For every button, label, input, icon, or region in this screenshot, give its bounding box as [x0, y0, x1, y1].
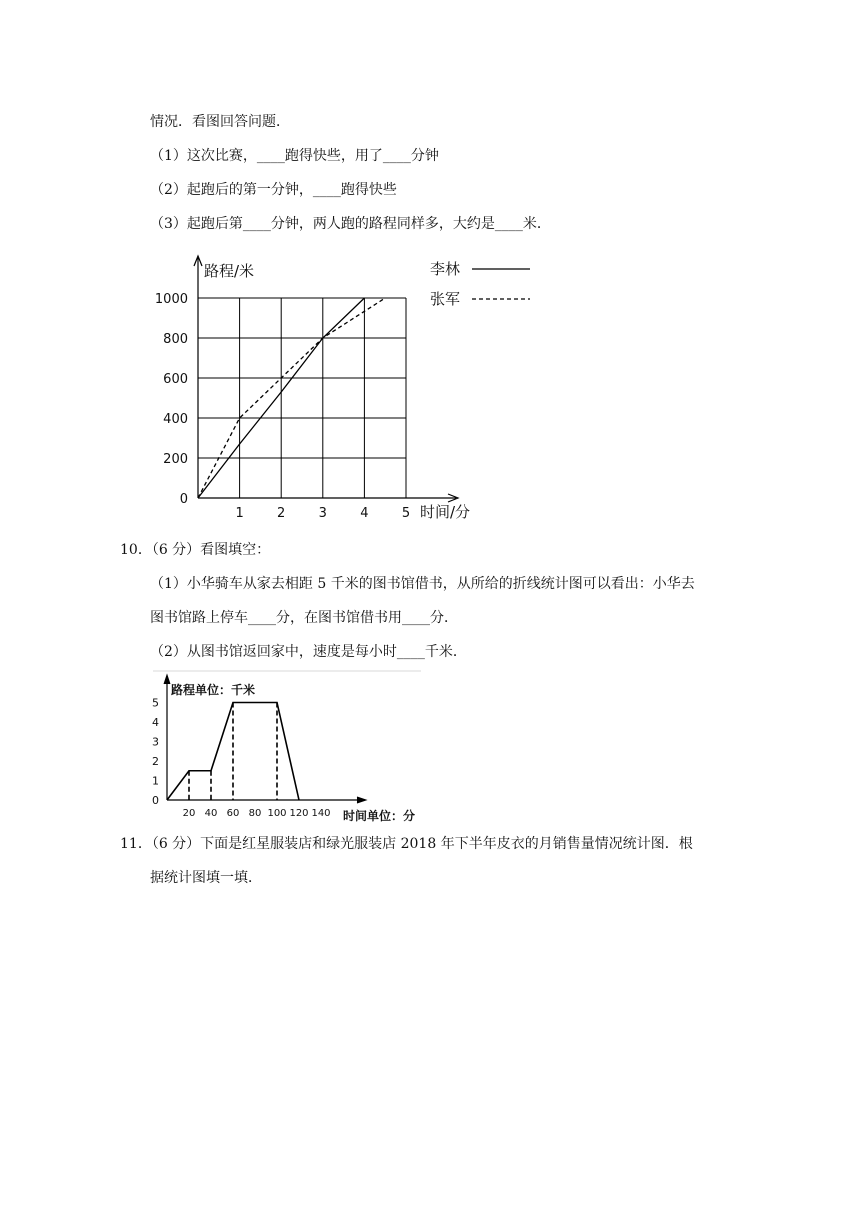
x-axis-arrow	[357, 797, 366, 803]
x-axis-title: 时间单位：分	[343, 809, 416, 823]
y-tick-label: 0	[152, 794, 159, 807]
q9-subquestion-1: （1）这次比赛，____跑得快些，用了____分钟	[150, 148, 439, 164]
x-tick-label: 5	[401, 506, 411, 521]
y-tick-label: 1	[152, 774, 159, 788]
q9-subquestion-3: （3）起跑后第____分钟，两人跑的路程同样多，大约是____米．	[150, 216, 551, 232]
x-tick-label: 1	[235, 506, 244, 521]
q11-line-2: 据统计图填一填．	[150, 870, 262, 886]
legend-label: 张军	[430, 290, 461, 308]
y-axis-arrow	[164, 675, 170, 684]
q9-intro: 情况．看图回答问题．	[150, 114, 290, 130]
legend-label: 李林	[430, 260, 461, 278]
y-tick-label: 3	[152, 735, 159, 749]
y-axis-title: 路程/米	[204, 262, 255, 280]
x-axis-title: 时间/分	[420, 503, 471, 521]
x-tick-label: 100	[267, 808, 287, 819]
x-tick-label: 80	[248, 808, 262, 819]
y-tick-label: 800	[163, 332, 188, 347]
q9-subquestion-2: （2）起跑后的第一分钟，____跑得快些	[150, 182, 397, 198]
x-tick-label: 20	[182, 808, 196, 819]
q10-title: 10．（6 分）看图填空：	[120, 542, 271, 558]
library-trip-line-chart	[145, 668, 445, 828]
x-tick-label: 2	[277, 506, 286, 521]
y-tick-label: 4	[152, 716, 159, 729]
x-tick-label: 3	[318, 506, 327, 521]
y-tick-label: 600	[163, 372, 188, 387]
y-axis-title: 路程单位：千米	[171, 683, 256, 697]
y-tick-label: 2	[152, 755, 159, 768]
q10-subquestion-1a: （1）小华骑车从家去相距 5 千米的图书馆借书，从所给的折线统计图可以看出：小华去	[150, 576, 695, 592]
y-tick-label: 5	[152, 696, 159, 710]
x-tick-label: 4	[360, 506, 369, 521]
x-tick-label: 40	[204, 808, 218, 819]
series-line-zhang-jun	[198, 298, 385, 498]
q10-subquestion-1b: 图书馆路上停车____分，在图书馆借书用____分．	[150, 610, 458, 626]
q11-line-1: 11．（6 分）下面是红星服装店和绿光服装店 2018 年下半年皮衣的月销售量情况统计图．根	[120, 836, 693, 852]
x-tick-label: 120	[289, 808, 309, 819]
race-line-chart	[150, 250, 550, 530]
y-tick-label: 400	[163, 412, 188, 427]
y-tick-label: 0	[179, 492, 188, 507]
y-tick-label: 1000	[154, 292, 188, 307]
q10-subquestion-2: （2）从图书馆返回家中，速度是每小时____千米．	[150, 644, 467, 660]
x-tick-label: 60	[226, 808, 240, 819]
x-tick-label: 140	[311, 808, 331, 819]
y-tick-label: 200	[163, 452, 188, 467]
